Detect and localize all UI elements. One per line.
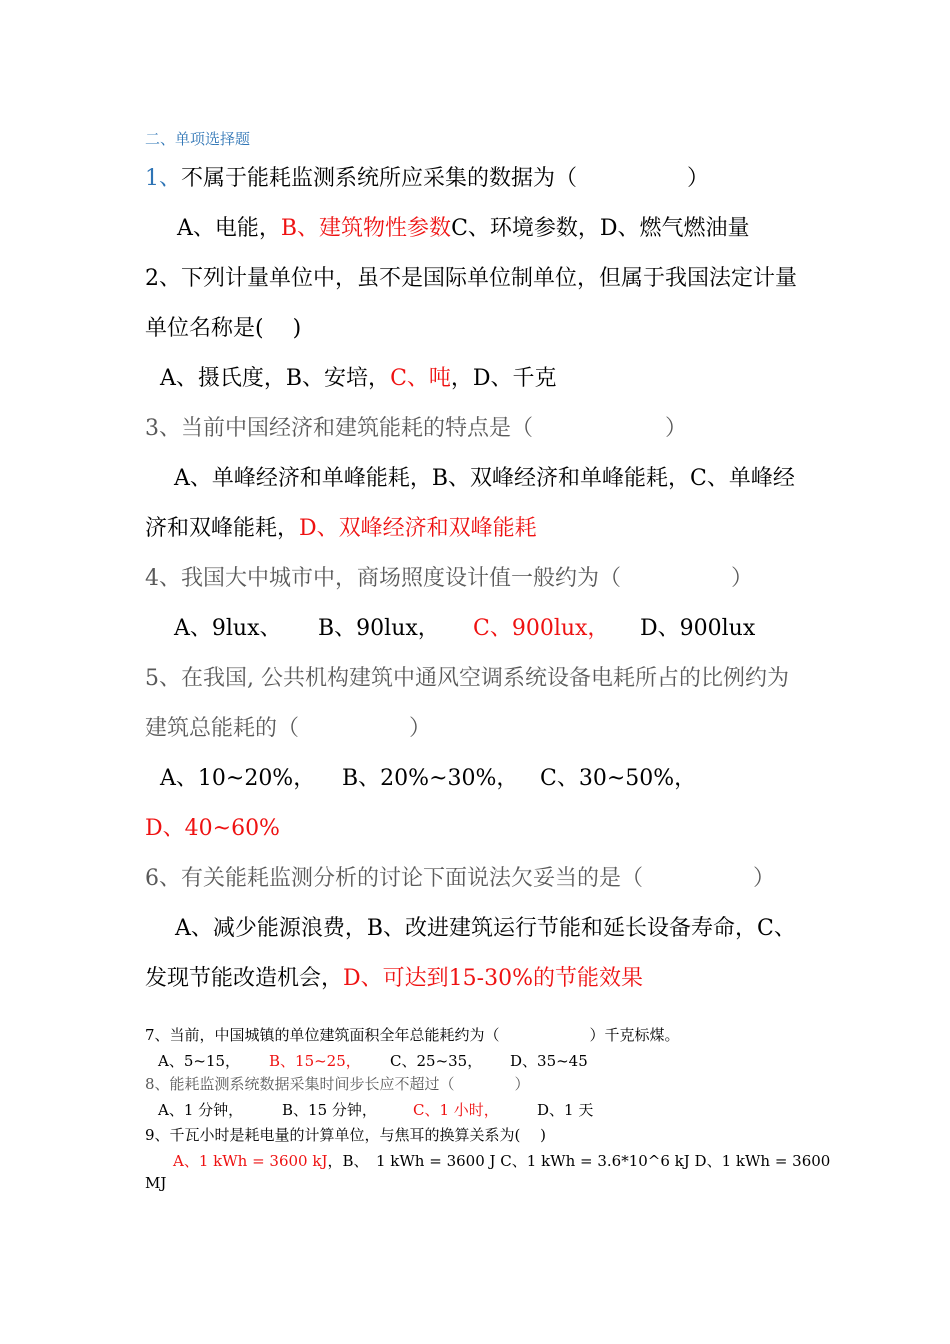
option-a: A、1 分钟， xyxy=(158,1101,244,1119)
question-5-line2: 建筑总能耗的（ ） xyxy=(145,716,432,741)
section-title: 二、单项选择题 xyxy=(145,130,251,148)
option-d-answer: D、40~60% xyxy=(145,816,280,841)
option-b-answer: B、建筑物性参数 xyxy=(280,216,452,241)
question-1-number: 1、 xyxy=(145,166,181,191)
option-d-answer: D、可达到15-30%的节能效果 xyxy=(343,966,643,991)
option-a: A、电能， xyxy=(177,216,281,241)
option-d: ，D、千克 xyxy=(450,366,557,391)
question-3-text: 3、当前中国经济和建筑能耗的特点是（ ） xyxy=(145,416,687,441)
option-a-answer: A、1 kWh = 3600 kJ xyxy=(173,1152,328,1170)
question-1-text: 不属于能耗监测系统所应采集的数据为（ ） xyxy=(181,166,710,191)
option-a: A、摄氏度， xyxy=(160,366,286,391)
question-3-options-line2 xyxy=(145,511,537,542)
option-c: C、25~35， xyxy=(390,1052,483,1070)
question-4-text: 4、我国大中城市中，商场照度设计值一般约为（ ） xyxy=(145,566,753,591)
option-c: C、环境参数， xyxy=(451,216,600,241)
option-b-answer: B、15~25， xyxy=(269,1052,361,1070)
option-c-wrap: 发现节能改造机会， xyxy=(145,966,344,991)
question-9-options-wrap: MJ xyxy=(145,1174,167,1192)
question-6-options-line1: A、减少能源浪费，B、改进建筑运行节能和延长设备寿命，C、 xyxy=(175,916,796,941)
option-b: B、安培， xyxy=(285,366,391,391)
option-b: B、90lux， xyxy=(318,616,440,641)
option-d: D、1 天 xyxy=(537,1101,594,1119)
option-d: D、燃气燃油量 xyxy=(599,216,750,241)
option-a: A、10~20%， xyxy=(160,766,316,791)
question-1 xyxy=(145,161,709,192)
option-c-answer: C、900lux， xyxy=(473,616,610,641)
option-c-wrap: 济和双峰能耗， xyxy=(145,516,300,541)
question-5-line1: 5、在我国, 公共机构建筑中通风空调系统设备电耗所占的比例约为 xyxy=(145,666,789,691)
option-d: D、35~45 xyxy=(510,1052,588,1070)
option-c: C、30~50%， xyxy=(540,766,697,791)
question-6-options-line2 xyxy=(145,961,643,992)
question-1-options xyxy=(177,211,750,242)
question-9-text: 9、千瓦小时是耗电量的计算单位，与焦耳的换算关系为( ) xyxy=(145,1126,547,1144)
option-d: D、900lux xyxy=(640,616,756,641)
question-7-text: 7、当前，中国城镇的单位建筑面积全年总能耗约为（ ）千克标煤。 xyxy=(145,1026,680,1044)
option-c-answer: C、吨 xyxy=(390,366,451,391)
option-b: B、15 分钟， xyxy=(282,1101,377,1119)
question-2-options xyxy=(160,361,557,392)
question-6-text: 6、有关能耗监测分析的讨论下面说法欠妥当的是（ ） xyxy=(145,866,775,891)
option-a: A、9lux、 xyxy=(174,616,282,641)
options-bcd: ，B、 1 kWh = 3600 J C、1 kWh = 3.6*10^6 kJ D、1 kWh = 3600 xyxy=(327,1152,831,1170)
question-8-text: 8、能耗监测系统数据采集时间步长应不超过（ ） xyxy=(145,1075,530,1093)
option-c-answer: C、1 小时， xyxy=(413,1101,499,1119)
question-2-line1: 2、下列计量单位中，虽不是国际单位制单位，但属于我国法定计量 xyxy=(145,266,797,291)
question-2-line2: 单位名称是( ) xyxy=(145,316,302,341)
question-9-options xyxy=(173,1150,830,1171)
option-a: A、5~15， xyxy=(158,1052,241,1070)
option-d-answer: D、双峰经济和双峰能耗 xyxy=(299,516,537,541)
option-b: B、20%~30%， xyxy=(342,766,519,791)
question-3-options-line1: A、单峰经济和单峰能耗，B、双峰经济和单峰能耗，C、单峰经 xyxy=(174,466,795,491)
